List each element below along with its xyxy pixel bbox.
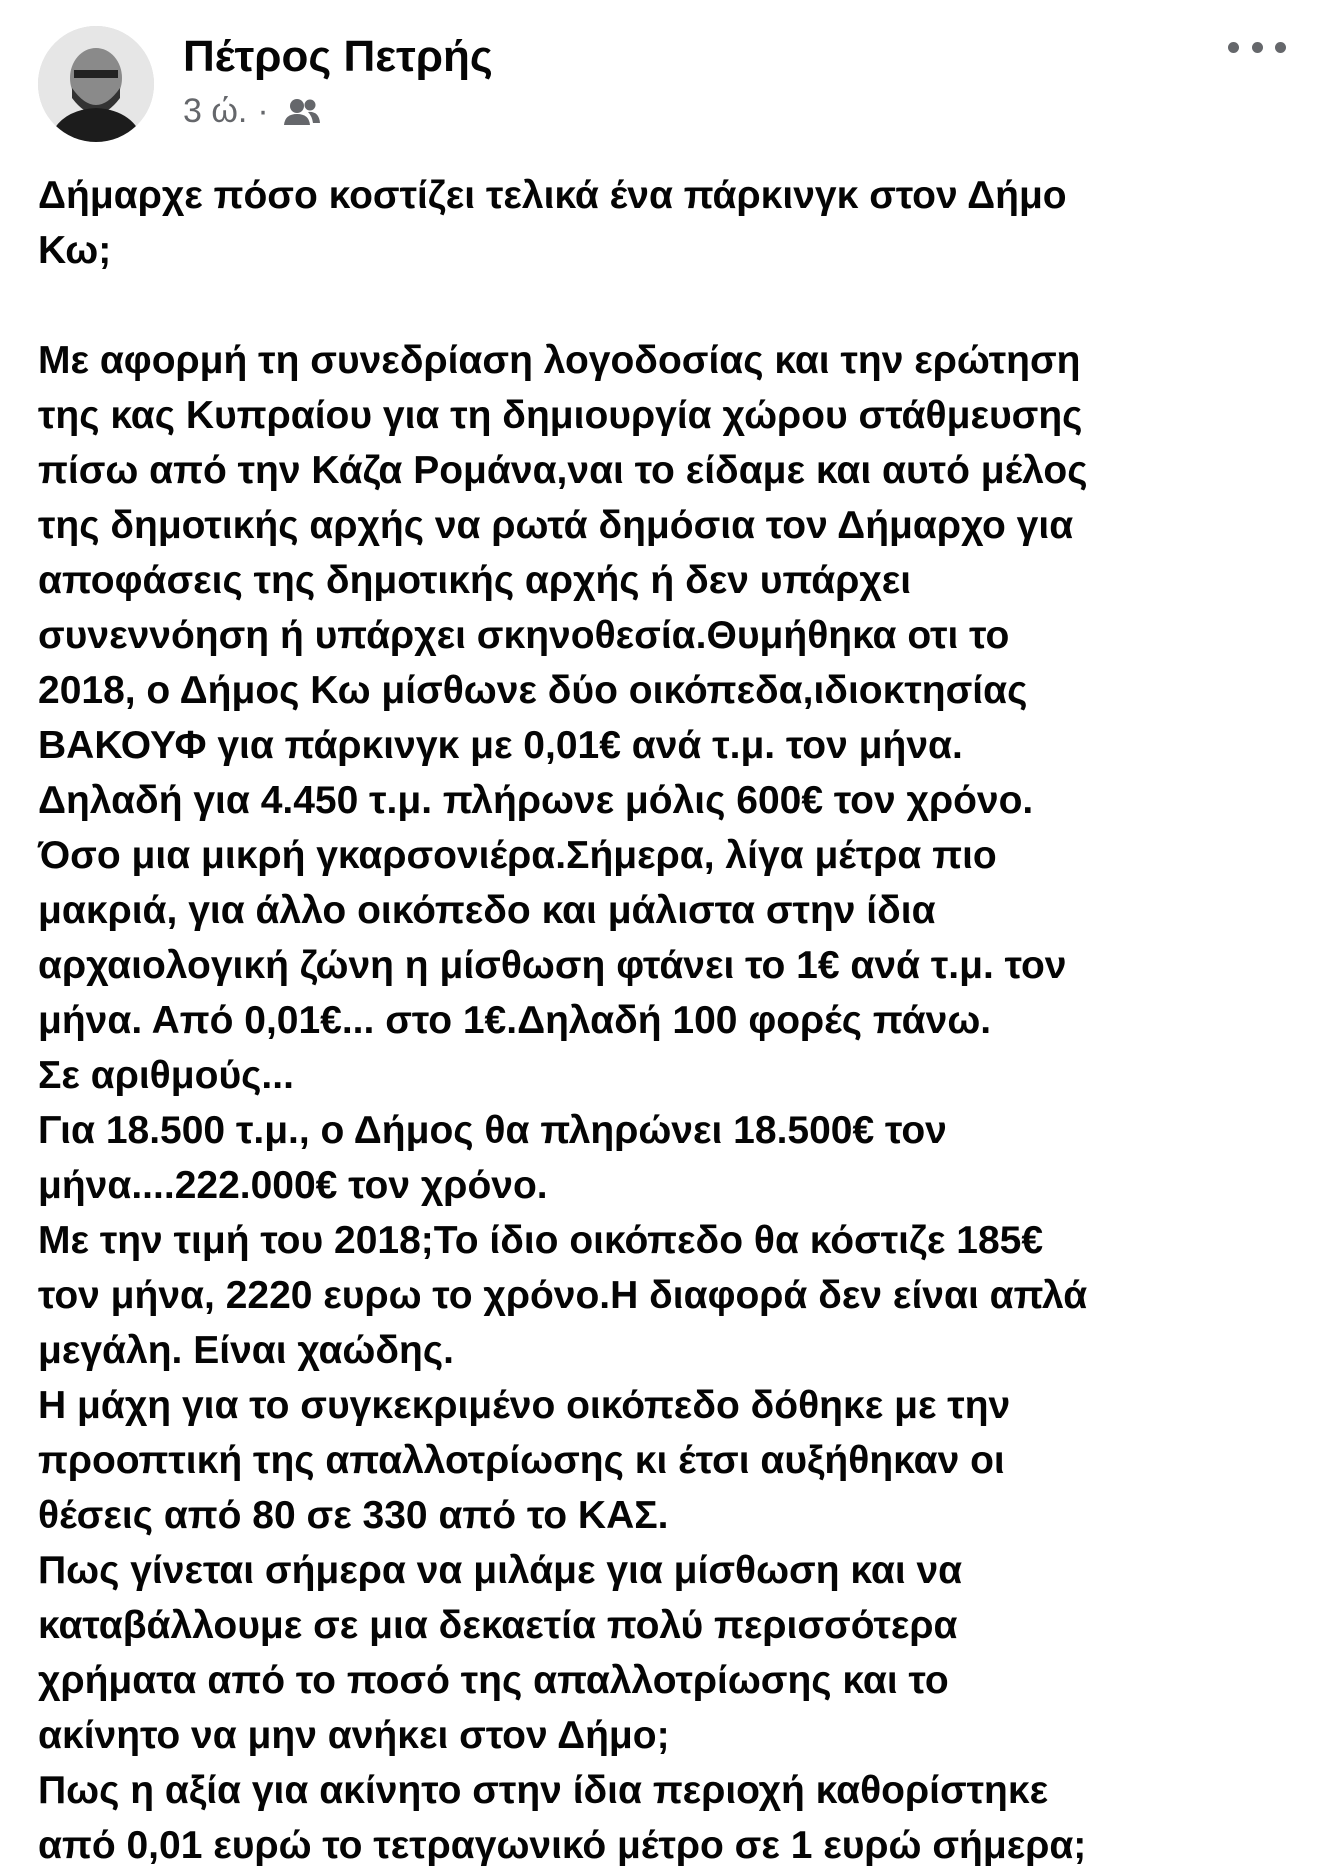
post-text-line: 2018, ο Δήμος Κω μίσθωνε δύο οικόπεδα,ιδιοκτησίας <box>38 669 1028 712</box>
post-text-line: ΒΑΚΟΥΦ για πάρκινγκ με 0,01€ ανά τ.μ. τον μήνα. <box>38 724 963 767</box>
post-text-line: πίσω από την Κάζα Ρομάνα,ναι το είδαμε και αυτό μέλος <box>38 449 1088 492</box>
post-text-line: μήνα....222.000€ τον χρόνο. <box>38 1164 548 1207</box>
post-text-line: μεγάλη. Είναι χαώδης. <box>38 1329 454 1372</box>
post-text-line: της δημοτικής αρχής να ρωτά δημόσια τον Δήμαρχο για <box>38 504 1074 547</box>
post-text-line: Με την τιμή του 2018;Το ίδιο οικόπεδο θα κόστιζε 185€ <box>38 1219 1044 1262</box>
post-text-line: καταβάλλουμε σε μια δεκαετία πολύ περισσότερα <box>38 1604 958 1647</box>
post-text-line: Σε αριθμούς... <box>38 1054 294 1097</box>
post-text-line: Η μάχη για το συγκεκριμένο οικόπεδο δόθηκε με την <box>38 1384 1011 1427</box>
post-text-line: αρχαιολογική ζώνη η μίσθωση φτάνει το 1€ ανά τ.μ. τον <box>38 944 1067 987</box>
more-dots-icon[interactable] <box>1228 34 1286 60</box>
post-text <box>38 168 1298 1873</box>
post-meta <box>183 92 321 131</box>
author-name[interactable]: Πέτρος Πετρής <box>183 32 493 81</box>
post-text-line: μακριά, για άλλο οικόπεδο και μάλιστα στην ίδια <box>38 889 936 932</box>
paragraph-gap <box>38 278 1298 333</box>
post-text-line: προοπτική της απαλλοτρίωσης κι έτσι αυξήθηκαν οι <box>38 1439 1005 1482</box>
post-text-line: της κας Κυπραίου για τη δημιουργία χώρου στάθμευσης <box>38 394 1083 437</box>
post-text-line: τον μήνα, 2220 ευρω το χρόνο.Η διαφορά δεν είναι απλά <box>38 1274 1088 1317</box>
post-text-line: από 0,01 ευρώ το τετραγωνικό μέτρο σε 1 ευρώ σήμερα; <box>38 1824 1087 1867</box>
post-text-line: θέσεις από 80 σε 330 από το ΚΑΣ. <box>38 1494 669 1537</box>
post-text-line: Με αφορμή τη συνεδρίαση λογοδοσίας και την ερώτηση <box>38 339 1081 382</box>
post-text-line: αποφάσεις της δημοτικής αρχής ή δεν υπάρχει <box>38 559 912 602</box>
meta-separator: · <box>257 92 269 130</box>
post-text-line: Όσο μια μικρή γκαρσονιέρα.Σήμερα, λίγα μέτρα πιο <box>38 834 997 877</box>
friends-icon[interactable] <box>283 97 321 127</box>
post-text-line: συνεννόηση ή υπάρχει σκηνοθεσία.Θυμήθηκα οτι το <box>38 614 1010 657</box>
post-text-line: ακίνητο να μην ανήκει στον Δήμο; <box>38 1714 670 1757</box>
post-text-line: Δηλαδή για 4.450 τ.μ. πλήρωνε μόλις 600€ τον χρόνο. <box>38 779 1034 822</box>
post-text-line: Δήμαρχε πόσο κοστίζει τελικά ένα πάρκινγκ στον Δήμο <box>38 174 1067 217</box>
post-text-line: μήνα. Από 0,01€... στο 1€.Δηλαδή 100 φορές πάνω. <box>38 999 992 1042</box>
avatar-photo <box>38 26 154 142</box>
post-text-line: Πως γίνεται σήμερα να μιλάμε για μίσθωση και να <box>38 1549 963 1592</box>
post-header <box>0 0 1320 150</box>
avatar[interactable] <box>38 26 154 142</box>
post-text-line: χρήματα από το ποσό της απαλλοτρίωσης και το <box>38 1659 949 1702</box>
post-text-line: Κω; <box>38 229 112 272</box>
post-text-line: Για 18.500 τ.μ., ο Δήμος θα πληρώνει 18.500€ τον <box>38 1109 947 1152</box>
post-text-line: Πως η αξία για ακίνητο στην ίδια περιοχή καθορίστηκε <box>38 1769 1049 1812</box>
post-time[interactable]: 3 ώ. <box>183 92 248 130</box>
